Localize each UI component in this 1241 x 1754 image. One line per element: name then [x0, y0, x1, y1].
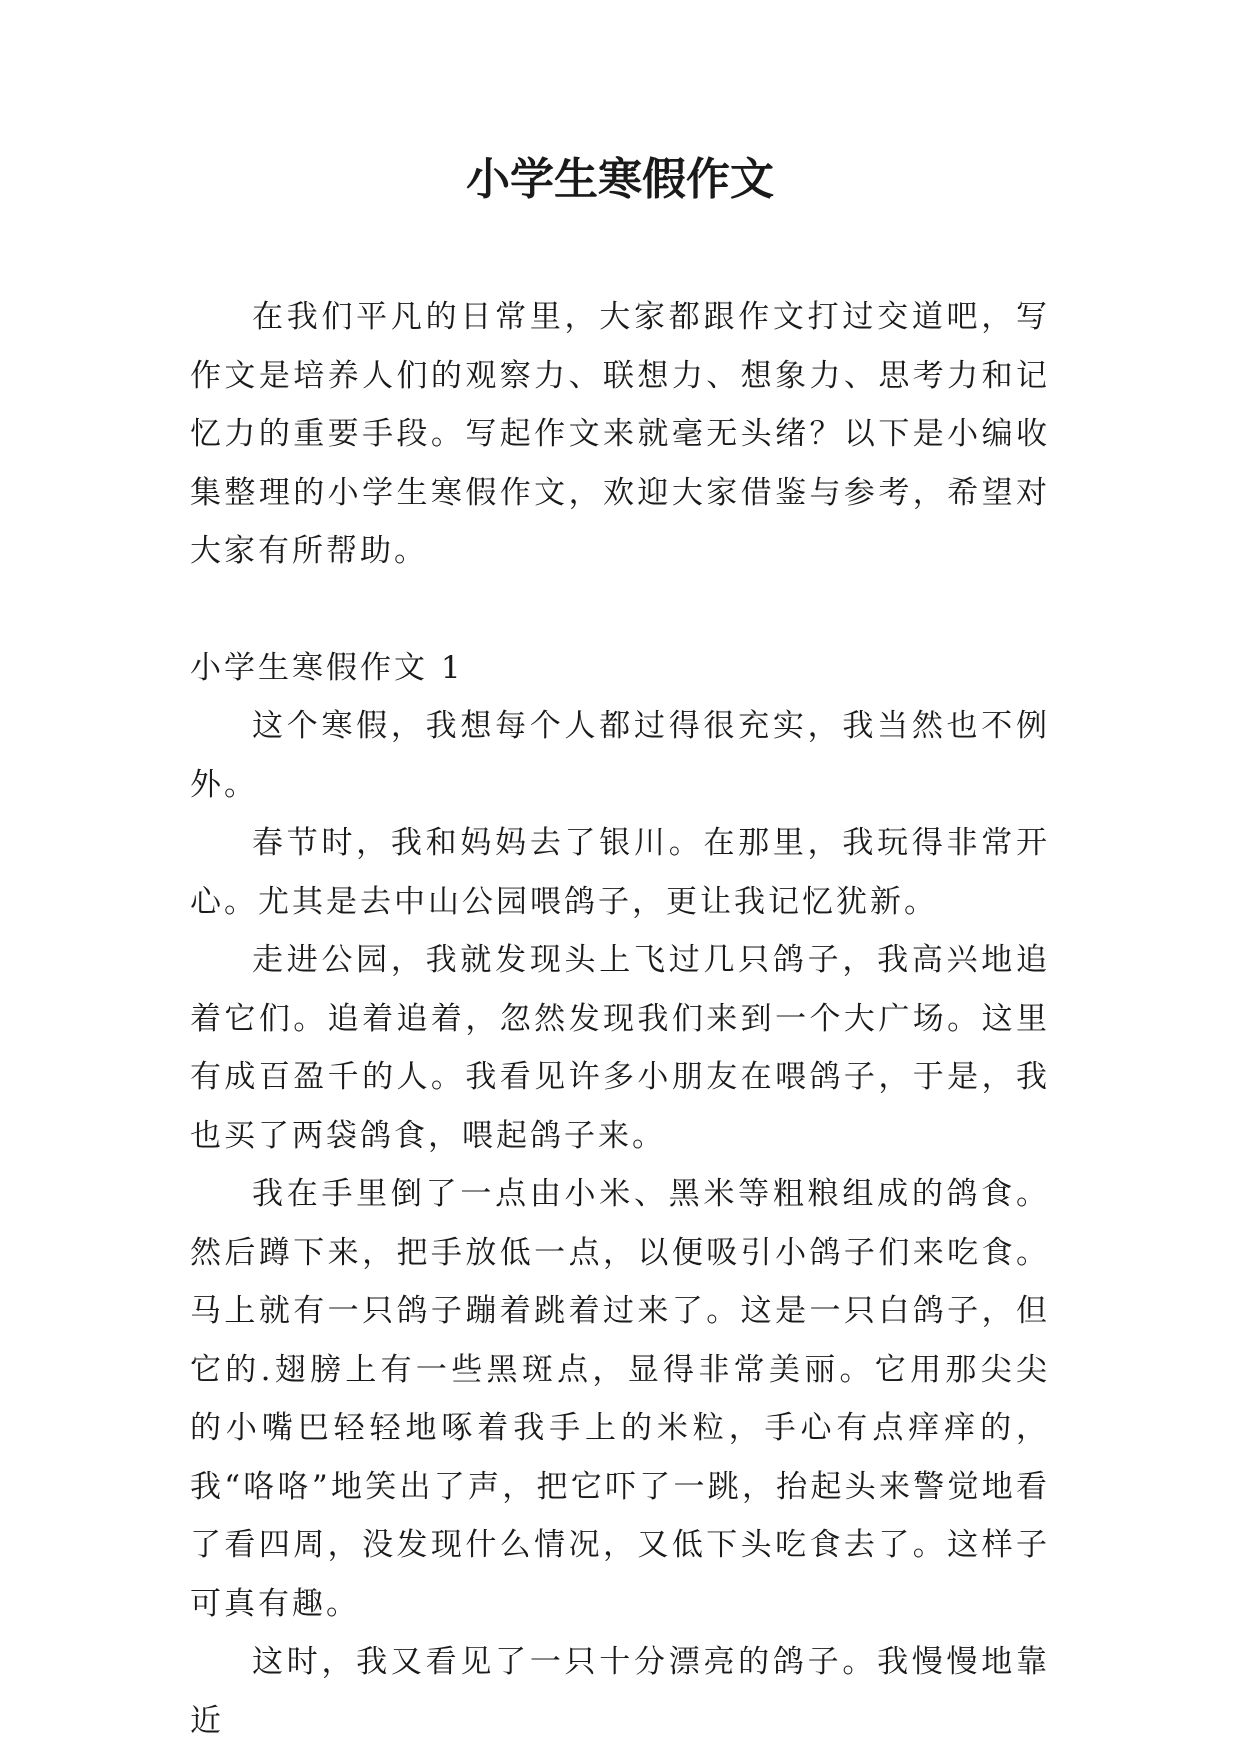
body-paragraph-5: 这时，我又看见了一只十分漂亮的鸽子。我慢慢地靠近	[190, 1644, 1050, 1739]
intro-paragraph: 在我们平凡的日常里，大家都跟作文打过交道吧，写作文是培养人们的观察力、联想力、想象力、思考力和记忆力的重要手段。写起作文来就毫无头绪？以下是小编收集整理的小学生寒假作文，欢迎大家借鉴与参考，希望对大家有所帮助。	[190, 299, 1050, 569]
body-paragraph-2: 春节时，我和妈妈去了银川。在那里，我玩得非常开心。尤其是去中山公园喂鸽子，更让我记忆犹新。	[190, 825, 1050, 920]
body-paragraph-3: 走进公园，我就发现头上飞过几只鸽子，我高兴地追着它们。追着追着，忽然发现我们来到一个大广场。这里有成百盈千的人。我看见许多小朋友在喂鸽子，于是，我也买了两袋鸽食，喂起鸽子来。	[190, 942, 1050, 1154]
section-heading: 小学生寒假作文 1	[190, 649, 464, 686]
section-spacer	[190, 581, 1050, 639]
document-title: 小学生寒假作文	[466, 154, 774, 205]
document-body	[190, 288, 1050, 1750]
body-paragraph-4: 我在手里倒了一点由小米、黑米等粗粮组成的鸽食。然后蹲下来，把手放低一点，以便吸引小鸽子们来吃食。马上就有一只鸽子蹦着跳着过来了。这是一只白鸽子，但它的.翅膀上有一些黑斑点，显得非常美丽。它用那尖尖的小嘴巴轻轻地啄着我手上的米粒，手心有点痒痒的，我“咯咯”地笑出了声，把它吓了一跳，抬起头来警觉地看了看四周，没发现什么情况，又低下头吃食去了。这样子可真有趣。	[190, 1176, 1050, 1622]
body-paragraph-1: 这个寒假，我想每个人都过得很充实，我当然也不例外。	[190, 708, 1050, 803]
